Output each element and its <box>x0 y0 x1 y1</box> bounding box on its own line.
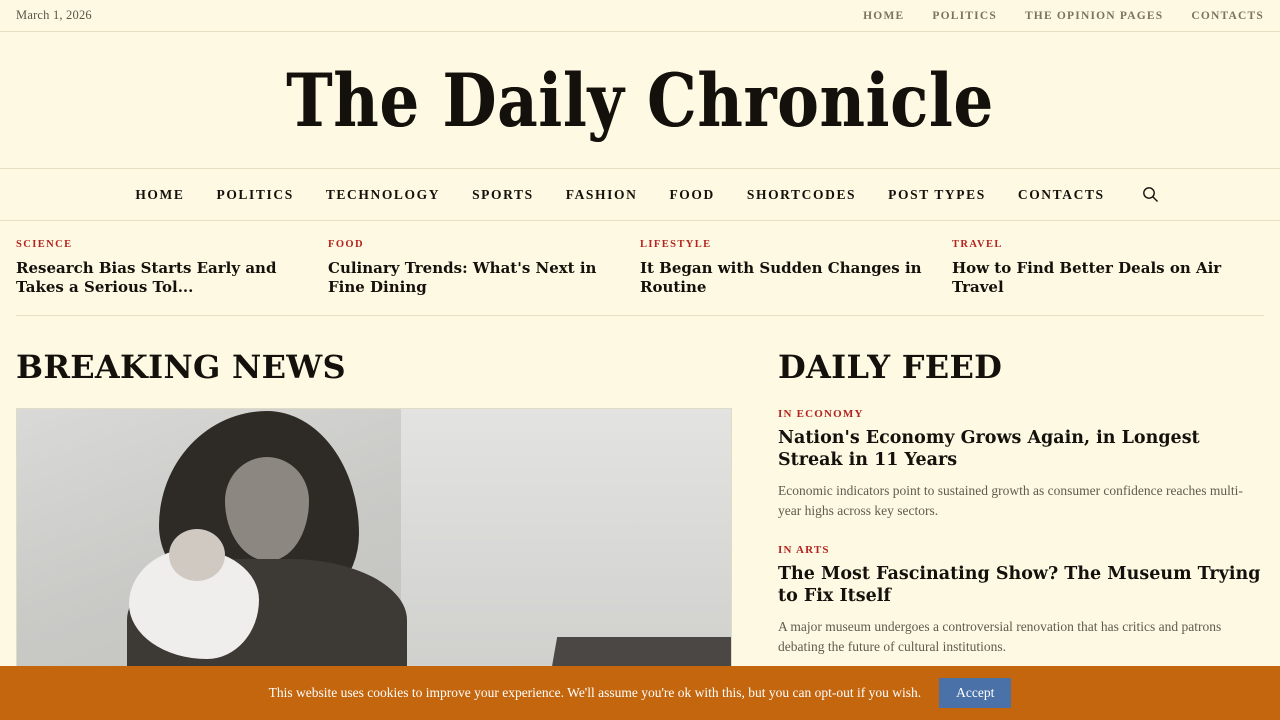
cookie-accept-button[interactable]: Accept <box>939 678 1011 708</box>
feed-category[interactable]: IN ECONOMY <box>778 408 864 421</box>
topnav-item-opinion-pages[interactable]: THE OPINION PAGES <box>1024 9 1164 22</box>
site-title[interactable]: The Daily Chronicle <box>286 56 994 144</box>
breaking-news-title: BREAKING NEWS <box>16 348 346 387</box>
masthead <box>0 32 1280 169</box>
daily-feed-title: DAILY FEED <box>778 348 1003 387</box>
feed-headline[interactable]: The Most Fascinating Show? The Museum Trying to Fix Itself <box>778 564 1261 607</box>
category-ticker <box>0 221 1280 297</box>
current-date: March 1, 2026 <box>16 8 92 22</box>
top-navigation <box>863 10 1264 22</box>
daily-feed-column <box>778 316 1264 708</box>
ticker-headline[interactable]: Research Bias Starts Early and Takes a Serious Tol... <box>16 259 277 297</box>
feed-category[interactable]: IN ARTS <box>778 544 830 557</box>
nav-item-shortcodes[interactable]: SHORTCODES <box>746 186 857 202</box>
topnav-item-contacts[interactable]: CONTACTS <box>1191 9 1264 22</box>
feed-item[interactable] <box>778 408 1264 520</box>
nav-item-fashion[interactable]: FASHION <box>565 186 638 202</box>
ticker-item[interactable] <box>640 239 952 297</box>
breaking-news-column <box>16 316 732 708</box>
feed-excerpt: A major museum undergoes a controversial renovation that has critics and patrons debating the future of cultural institutions. <box>778 619 1222 654</box>
topnav-item-politics[interactable]: POLITICS <box>932 9 997 22</box>
nav-item-technology[interactable]: TECHNOLOGY <box>325 186 441 202</box>
nav-item-post-types[interactable]: POST TYPES <box>888 186 986 202</box>
cookie-message: This website uses cookies to improve your experience. We'll assume you're ok with this, but you can opt-out if you wish. <box>268 685 922 700</box>
topnav-item-home[interactable]: HOME <box>863 9 905 22</box>
ticker-category[interactable]: SCIENCE <box>16 239 73 250</box>
nav-item-food[interactable]: FOOD <box>669 186 715 202</box>
nav-item-sports[interactable]: SPORTS <box>472 186 534 202</box>
top-bar <box>0 0 1280 32</box>
main-navigation <box>0 169 1280 221</box>
ticker-headline[interactable]: Culinary Trends: What's Next in Fine Dining <box>328 259 597 297</box>
feed-excerpt: Economic indicators point to sustained growth as consumer confidence reaches multi-year highs across key sectors. <box>778 483 1243 518</box>
main-content <box>0 316 1280 708</box>
ticker-headline[interactable]: How to Find Better Deals on Air Travel <box>952 259 1222 297</box>
ticker-category[interactable]: FOOD <box>328 239 364 250</box>
photo-baby-head <box>169 529 225 581</box>
search-icon[interactable] <box>1141 185 1161 205</box>
ticker-category[interactable]: LIFESTYLE <box>640 239 712 250</box>
ticker-item[interactable] <box>16 239 328 297</box>
cookie-consent-bar <box>0 666 1280 720</box>
feed-item[interactable] <box>778 544 1264 656</box>
nav-item-contacts[interactable]: CONTACTS <box>1017 186 1105 202</box>
nav-item-home[interactable]: HOME <box>135 186 185 202</box>
nav-item-politics[interactable]: POLITICS <box>216 186 294 202</box>
hero-photo[interactable] <box>16 408 732 708</box>
ticker-headline[interactable]: It Began with Sudden Changes in Routine <box>640 259 922 297</box>
ticker-category[interactable]: TRAVEL <box>952 239 1003 250</box>
ticker-item[interactable] <box>328 239 640 297</box>
ticker-item[interactable] <box>952 239 1264 297</box>
feed-headline[interactable]: Nation's Economy Grows Again, in Longest Streak in 11 Years <box>778 428 1200 471</box>
